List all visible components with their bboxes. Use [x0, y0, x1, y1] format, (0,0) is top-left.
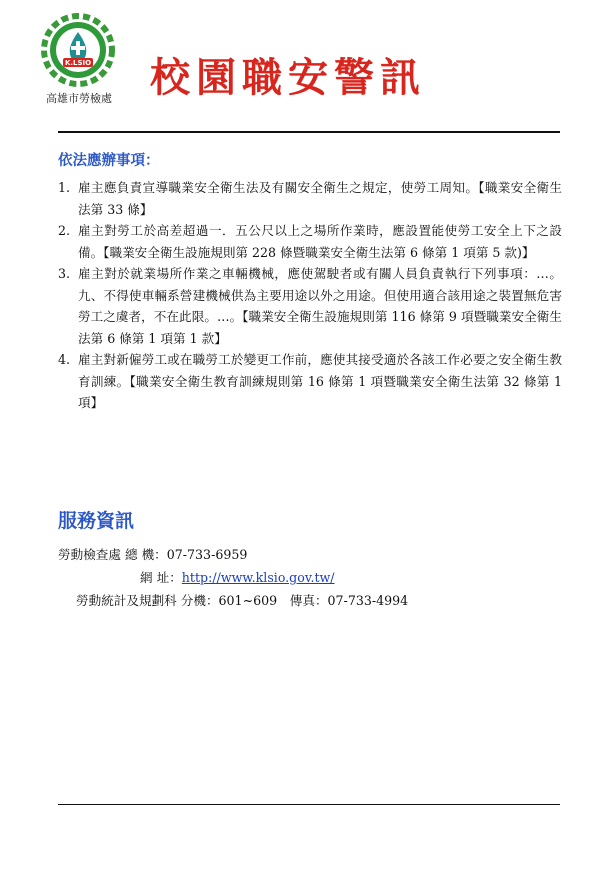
list-item	[58, 177, 562, 220]
item-number: 3.	[58, 266, 71, 281]
item-text: 雇主對新僱勞工或在職勞工於變更工作前，應使其接受適於各該工作必要之安全衛生教育訓練。【職業安全衛生教育訓練規則第 16 條第 1 項暨職業安全衛生法第 32 條第 1 項】	[78, 352, 562, 410]
website-link[interactable]: http://www.klsio.gov.tw/	[181, 570, 335, 585]
list-item	[58, 220, 562, 263]
service-heading: 服務資訊	[58, 510, 135, 532]
item-number: 1.	[58, 180, 71, 195]
legal-items-list	[58, 177, 562, 414]
page-title: 校園職安警訊	[150, 55, 426, 101]
legal-heading: 依法應辦事項：	[58, 153, 160, 169]
website-label: 網 址：	[140, 570, 182, 585]
item-number: 2.	[58, 223, 71, 238]
item-text: 雇主對勞工於高差超過一．五公尺以上之場所作業時，應設置能使勞工安全上下之設備。【職業安全衛生設施規則第 228 條暨職業安全衛生法第 6 條第 1 項第 5 款)】	[78, 223, 562, 260]
footer-divider	[58, 804, 560, 805]
item-number: 4.	[58, 352, 71, 367]
item-text: 雇主應負責宣導職業安全衛生法及有關安全衛生之規定，使勞工周知。【職業安全衛生法第 33 條】	[78, 180, 562, 217]
service-phone-line: 勞動檢查處 總 機：07-733-6959	[58, 547, 248, 562]
logo-caption: 高雄市勞檢處	[46, 92, 112, 105]
list-item	[58, 263, 562, 349]
item-text: 雇主對於就業場所作業之車輛機械，應使駕駛者或有關人員負責執行下列事項：…。九、不得使車輛系營建機械供為主要用途以外之用途。但使用適合該用途之裝置無危害勞工之虞者，不在此限。…。【職業安全衛生設施規則第 116 條第 9 項暨職業安全衛生法第 6 條第 1 項第 1 款】	[78, 266, 562, 346]
service-website-line	[140, 567, 335, 586]
logo-badge-text: K.LSIO	[64, 59, 92, 67]
header-divider	[58, 131, 560, 133]
list-item	[58, 349, 562, 414]
service-fax-line: 勞動統計及規劃科 分機：601~609 傳真：07-733-4994	[76, 593, 409, 608]
